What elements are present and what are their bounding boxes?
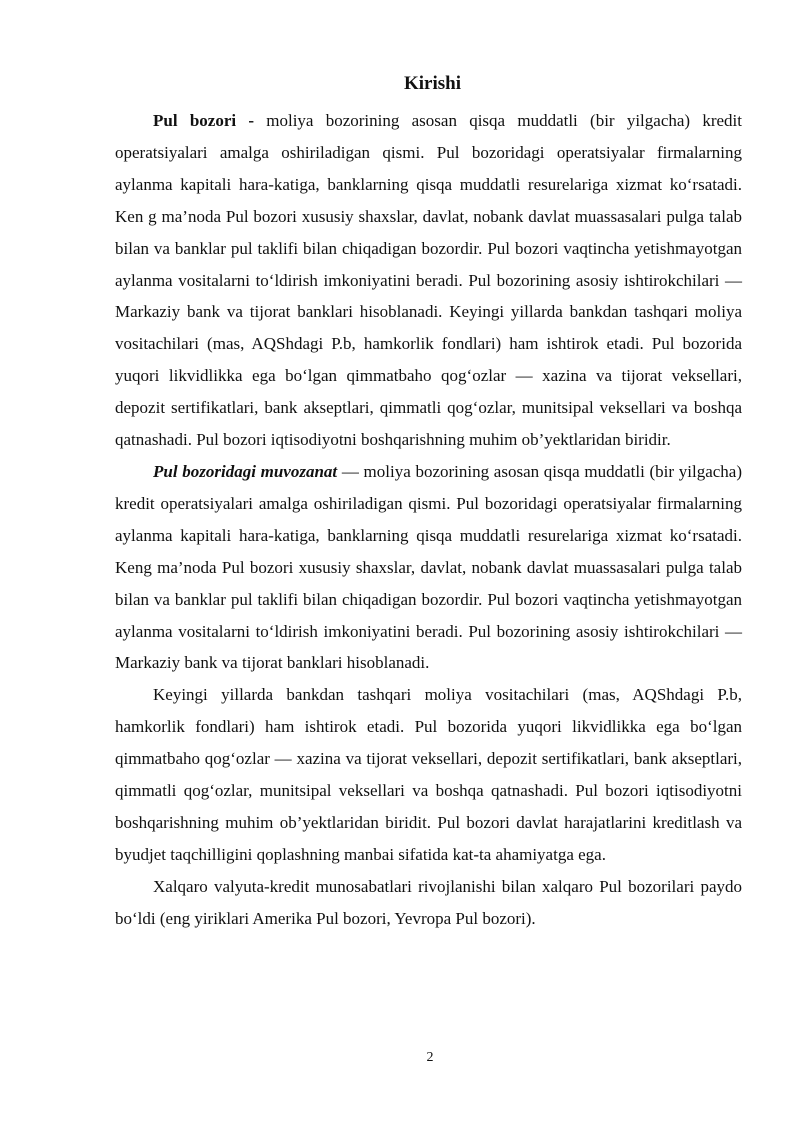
paragraph-xalqaro: Xalqaro valyuta-kredit munosabatlari rivojlanishi bilan xalqaro Pul bozorilari paydo bo‘ldi (eng yiriklari Amerika Pul bozori, Yevropa Pul bozori).: [115, 876, 742, 928]
paragraph-keyingi-yillarda: Keyingi yillarda bankdan tashqari moliya vositachilari (mas, AQShdagi P.b, hamkorlik fondlari) ham ishtirok etadi. Pul bozorida yuqori likvidlikka ega bo‘lgan qimmatbaho qog‘ozlar — xazina va tijorat veksellari, depozit sertifikatlari, bank akseptlari, qimmatli qog‘ozlar, munitsipal veksellari va boshqa qatnashadi. Pul bozori iqtisodiyotni boshqarishning muhim ob’yektlaridan biridit. Pul bozori davlat harajatlarini kreditlash va byudjet taqchilligini qoplashning manbai sifatida kat-ta ahamiyatga ega.: [115, 685, 742, 864]
document-page: [115, 72, 742, 935]
paragraph-pul-bozori: [115, 105, 742, 456]
paragraph-text: moliya bozorining asosan qisqa muddatli (bir yilgacha) kredit operatsiyalari amalga oshiriladigan qismi. Pul bozoridagi operatsiyalar firmalarning aylanma kapitali hara-katiga, banklarning qisqa muddatli resurelariga xizmat ko‘rsatadi. Ken g ma’noda Pul bozori xususiy shaxslar, davlat, nobank davlat muassasalari pulga talab bilan va banklar pul taklifi bilan chiqadigan bozordir. Pul bozori vaqtincha yetishmayotgan aylanma vositalarni to‘ldirish imkoniyatini beradi. Pul bozorining asosiy ishtirokchilari — Markaziy bank va tijorat banklari hisoblanadi. Keyingi yillarda bankdan tashqari moliya vositachilari (mas, AQShdagi P.b, hamkorlik fondlari) ham ishtirok etadi. Pul bozorida yuqori likvidlikka ega bo‘lgan qimmatbaho qog‘ozlar — xazina va tijorat veksellari, depozit sertifikatlari, bank akseptlari, qimmatli qog‘ozlar, munitsipal veksellari va boshqa qatnashadi. Pul bozori iqtisodiyotni boshqarishning muhim ob’yektlaridan biridir.: [115, 111, 742, 450]
page-number: 2: [426, 1050, 434, 1065]
term-pul-bozori: Pul bozori -: [153, 111, 254, 130]
paragraph-muvozanat: [115, 456, 742, 679]
paragraph-text: — moliya bozorining asosan qisqa muddatli (bir yilgacha) kredit operatsiyalari amalga oshiriladigan qismi. Pul bozoridagi operatsiyalar firmalarning aylanma kapitali hara-katiga, banklarning qisqa muddatli resurelariga xizmat ko‘rsatadi. Keng ma’noda Pul bozori xususiy shaxslar, davlat, nobank davlat muassasalari pulga talab bilan va banklar pul taklifi bilan chiqadigan bozordir. Pul bozori vaqtincha yetishmayotgan aylanma vositalarni to‘ldirish imkoniyatini beradi. Pul bozorining asosiy ishtirokchilari — Markaziy bank va tijorat banklari hisoblanadi.: [115, 461, 742, 673]
term-pul-bozoridagi-muvozanat: Pul bozoridagi muvozanat: [153, 461, 338, 481]
document-title: Kirishi: [403, 73, 461, 94]
